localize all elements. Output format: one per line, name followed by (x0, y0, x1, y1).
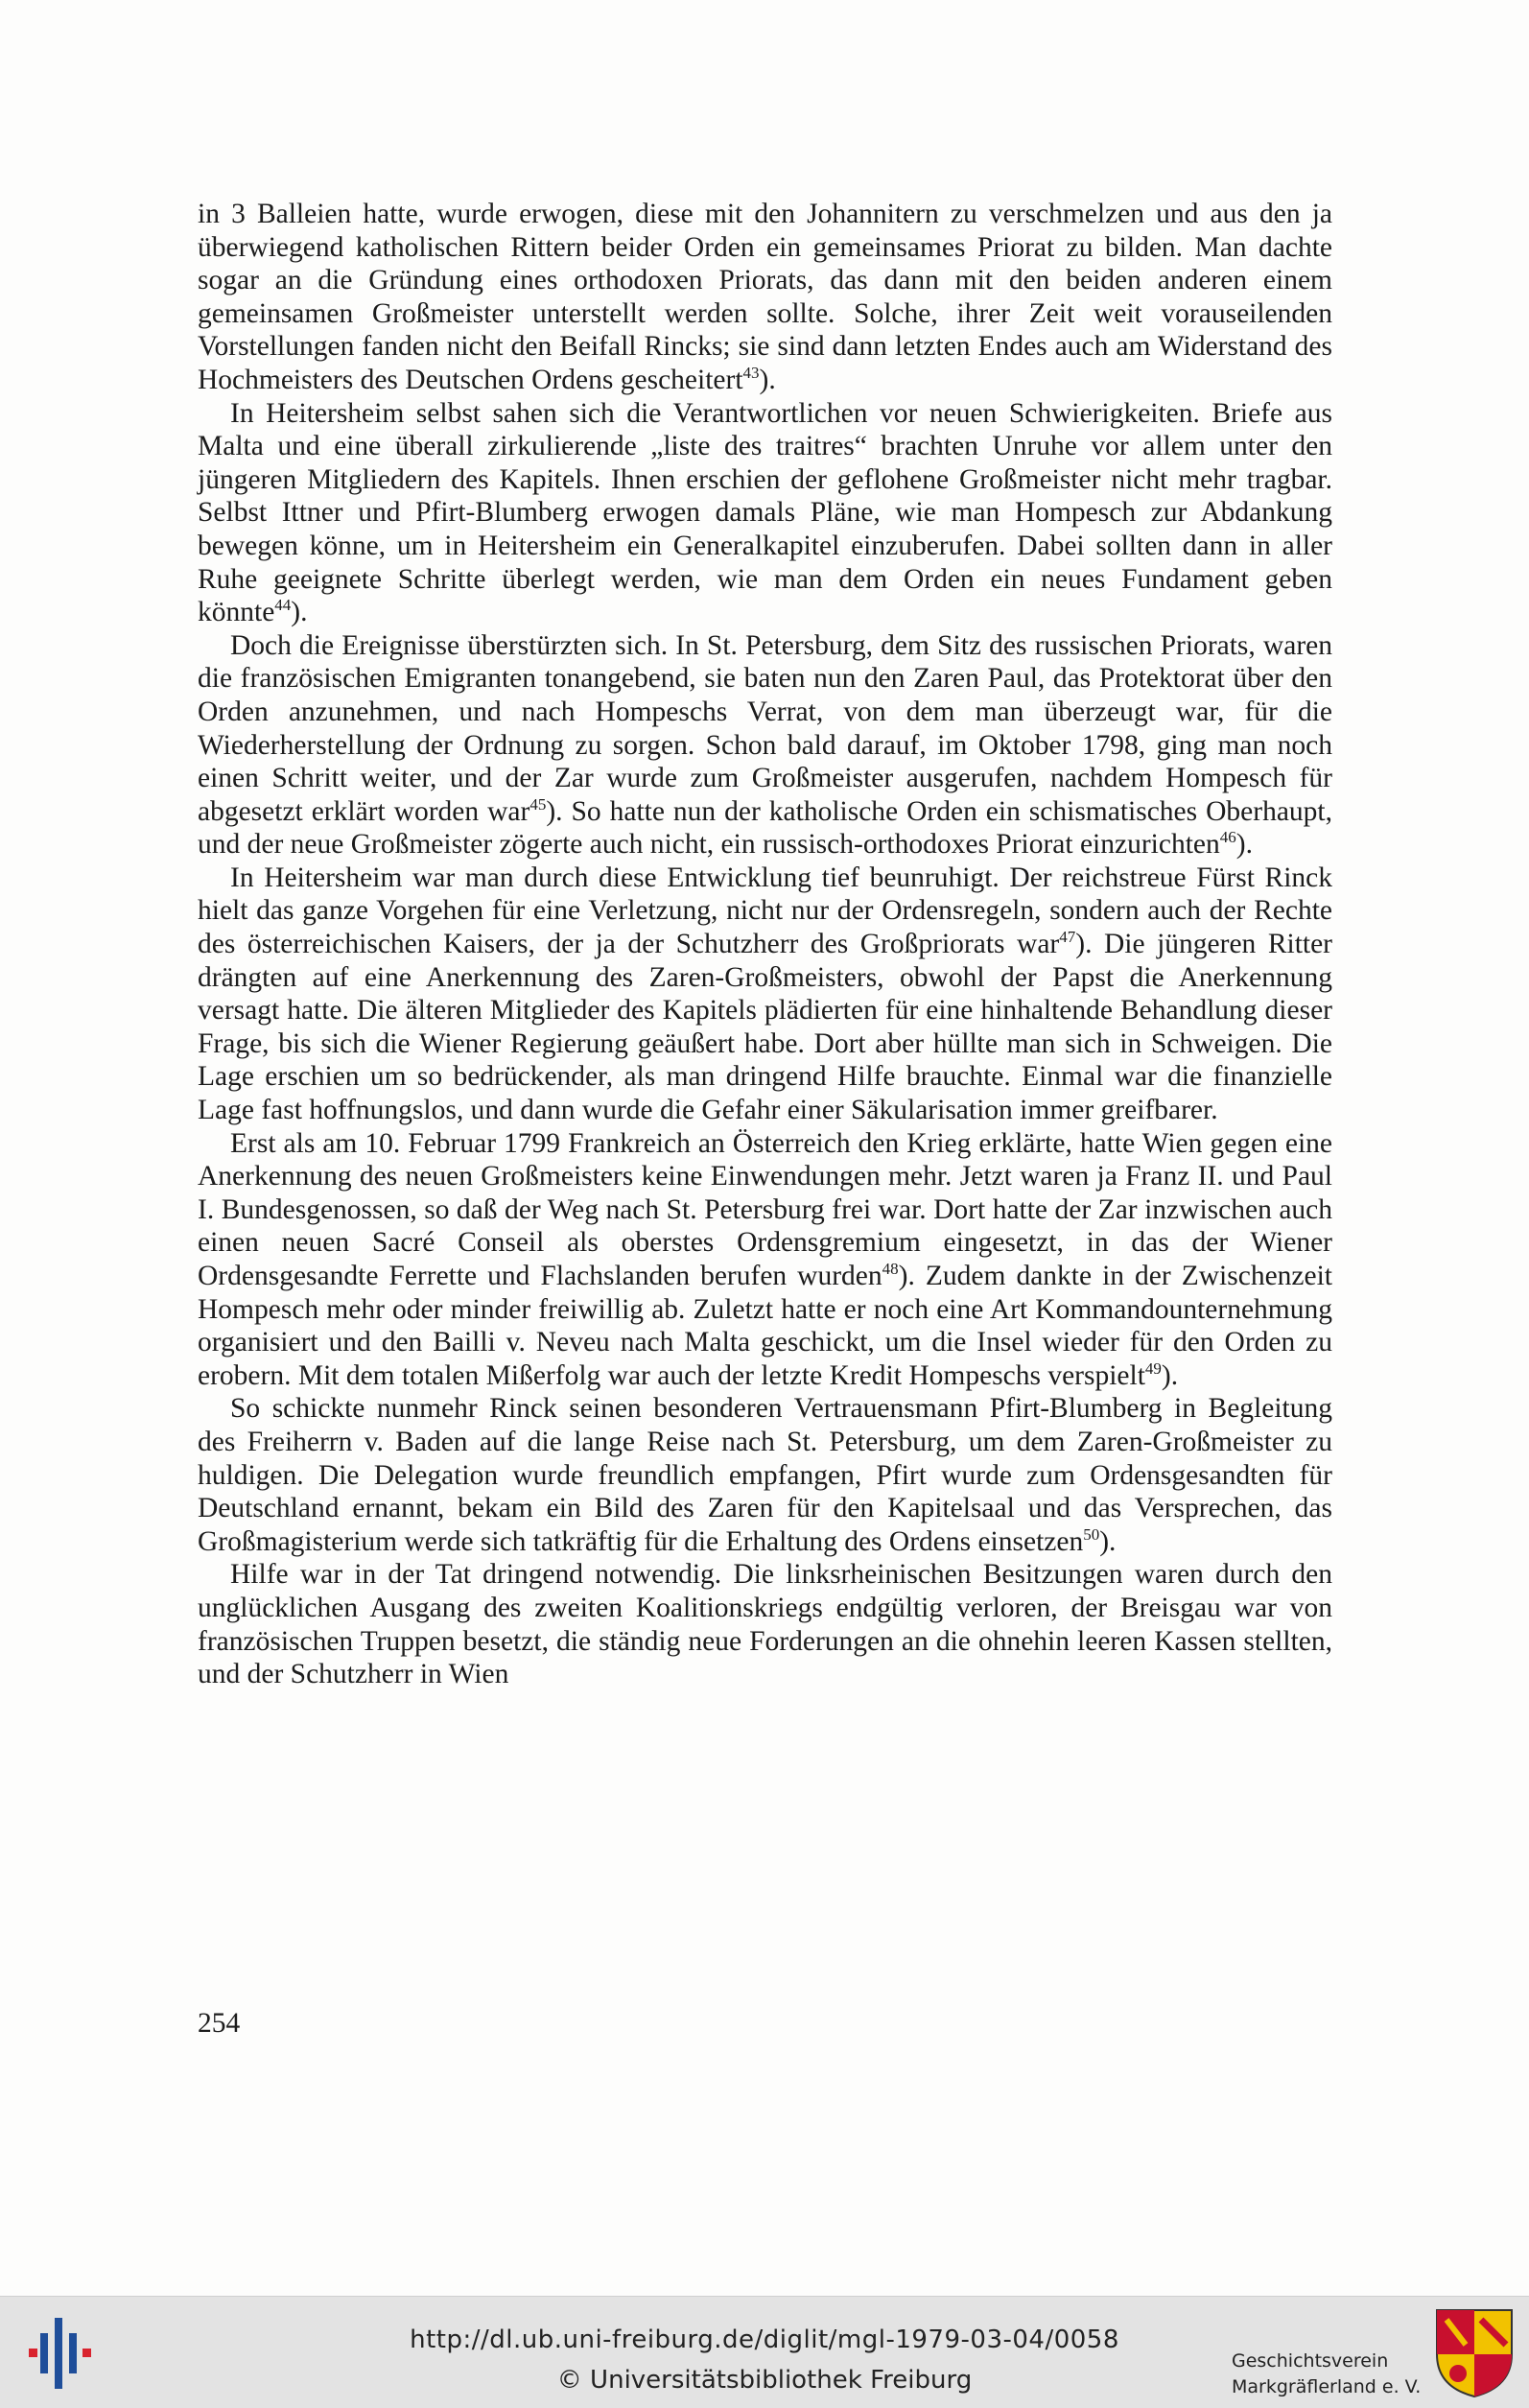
footnote-ref[interactable]: 50 (1083, 1524, 1100, 1544)
document-url-link[interactable]: http://dl.ub.uni-freiburg.de/diglit/mgl-1979-03-04/0058 (410, 2325, 1119, 2354)
footnote-ref[interactable]: 43 (742, 364, 760, 383)
footnote-ref[interactable]: 47 (1059, 928, 1076, 947)
paragraph: Doch die Ereignisse überstürzten sich. In St. Petersburg, dem Sitz des russischen Priorats, waren die französischen Emigranten tonangebend, sie baten nun den Zaren Paul, das Protektorat über den Orden anzunehmen, und nach Hompeschs Verrat, von dem man überzeugt war, für die Wiederherstellung der Ordnung zu sorgen. Schon bald darauf, im Oktober 1798, ging man noch einen Schritt weiter, und der Zar wurde zum Großmeister ausgerufen, nachdem Hompesch für abgesetzt erklärt worden war$^{45}$). So hatte nun der katholische Orden ein schismatisches Oberhaupt, und der neue Großmeister zögerte auch nicht, ein russisch-orthodoxes Priorat einzurichten$^{46}$). (198, 629, 1332, 861)
paragraph: In Heitersheim selbst sahen sich die Verantwortlichen vor neuen Schwierigkeiten. Briefe aus Malta und eine überall zirkulierende „liste des traitres“ brachten Unruhe vor allem unter den jüngeren Mitgliedern des Kapitels. Ihnen erschien der geflohene Großmeister nicht mehr tragbar. Selbst Ittner und Pfirt-Blumberg erwogen damals Pläne, wie man Hompesch zur Abdankung bewegen könne, um in Heitersheim ein Generalkapitel einzuberufen. Dabei sollten dann in aller Ruhe geeignete Schritte überlegt werden, wie man dem Orden ein neues Fundament geben könnte$^{44}$). (198, 397, 1332, 628)
markgraeflerland-crest-icon[interactable] (1433, 2306, 1516, 2398)
footer-bar (0, 2296, 1529, 2408)
paragraph: in 3 Balleien hatte, wurde erwogen, diese mit den Johannitern zu verschmelzen und aus den ja überwiegend katholischen Rittern beider Orden ein gemeinsames Priorat zu bilden. Man dachte sogar an die Gründung eines orthodoxen Priorats, das dann mit den beiden anderen einem gemeinsamen Großmeister unterstellt werden sollte. Solche, ihrer Zeit weit vorauseilenden Vorstellungen fanden nicht den Beifall Rincks; sie sind dann letzten Endes auch am Widerstand des Hochmeisters des Deutschen Ordens gescheitert$^{43}$). (198, 199, 1332, 395)
footnote-ref[interactable]: 48 (882, 1260, 899, 1279)
society-line-1: Geschichtsverein (1232, 2350, 1389, 2372)
society-line-2: Markgräflerland e. V. (1232, 2376, 1422, 2397)
footnote-ref[interactable]: 45 (529, 794, 547, 814)
paragraph: So schickte nunmehr Rinck seinen besonderen Vertrauensmann Pfirt-Blumberg in Begleitung des Freiherrn v. Baden auf die lange Reise nach St. Petersburg, um dem Zaren-Großmeister zu huldigen. Die Delegation wurde freundlich empfangen, Pfirt wurde zum Ordensgesandten für Deutschland ernannt, bekam ein Bild des Zaren für den Kapitelsaal und das Versprechen, das Großmagisterium werde sich tatkräftig für die Erhaltung des Ordens einsetzen$^{50}$). (198, 1393, 1332, 1557)
footnote-ref[interactable]: 44 (274, 596, 292, 615)
footnote-ref[interactable]: 49 (1144, 1358, 1162, 1378)
copyright-text: © Universitätsbibliothek Freiburg (556, 2366, 973, 2395)
paragraph: In Heitersheim war man durch diese Entwicklung tief beunruhigt. Der reichstreue Fürst Rinck hielt das ganze Vorgehen für eine Verletzung, nicht nur der Ordensregeln, sondern auch der Rechte des österreichischen Kaisers, der ja der Schutzherr des Großpriorats war$^{47}$). Die jüngeren Ritter drängten auf eine Anerkennung des Zaren-Großmeisters, obwohl der Papst die Anerkennung versagt hatte. Die älteren Mitglieder des Kapitels plädierten für eine hinhaltende Behandlung dieser Frage, bis sich die Wiener Regierung geäußert habe. Dort aber hüllte man sich in Schweigen. Die Lage erschien um so bedrückender, als man dringend Hilfe brauchte. Einmal war die finanzielle Lage fast hoffnungslos, und dann wurde die Gefahr einer Säkularisation immer greifbarer. (198, 862, 1333, 1126)
society-name[interactable] (1232, 2349, 1423, 2400)
page-number: 254 (198, 2008, 241, 2039)
body-text (198, 198, 1332, 1691)
footnote-ref[interactable]: 46 (1219, 828, 1236, 847)
paragraph: Hilfe war in der Tat dringend notwendig. Die linksrheinischen Besitzungen waren durch den unglücklichen Ausgang des zweiten Koalitionskriegs endgültig verloren, der Breisgau war von französischen Truppen besetzt, die ständig neue Forderungen an die ohnehin leeren Kassen stellten, und der Schutzherr in Wien (198, 1559, 1332, 1690)
paragraph: Erst als am 10. Februar 1799 Frankreich an Österreich den Krieg erklärte, hatte Wien gegen eine Anerkennung des neuen Großmeisters keine Einwendungen mehr. Jetzt waren ja Franz II. und Paul I. Bundesgenossen, so daß der Weg nach St. Petersburg frei war. Dort hatte der Zar inzwischen auch einen neuen Sacré Conseil als oberstes Ordensgremium eingesetzt, in das der Wiener Ordensgesandte Ferrette und Flachslanden berufen wurden$^{48}$). Zudem dankte in der Zwischenzeit Hompesch mehr oder minder freiwillig ab. Zuletzt hatte er noch eine Art Kommandounternehmung organisiert und den Bailli v. Neveu nach Malta geschickt, um die Insel wieder für den Orden zu erobern. Mit dem totalen Mißerfolg war auch der letzte Kredit Hompeschs verspielt$^{49}$). (198, 1127, 1332, 1391)
